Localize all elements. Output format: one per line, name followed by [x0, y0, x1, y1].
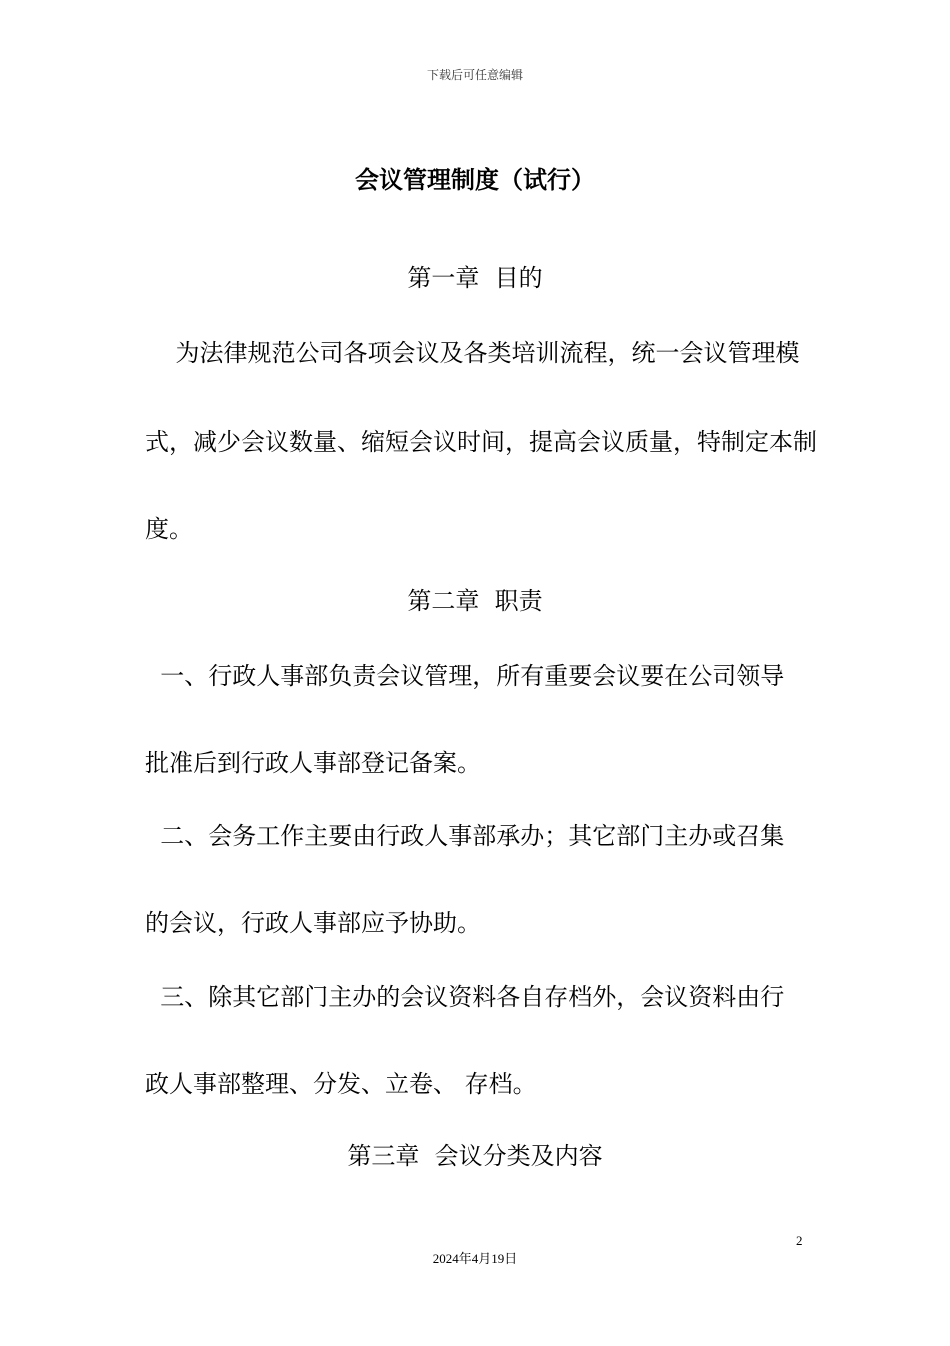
chapter-3-heading: 第三章 会议分类及内容: [347, 1142, 603, 1170]
chapter-1-line-2: 式，减少会议数量、缩短会议时间，提高会议质量，特制定本制: [145, 428, 817, 456]
page-number: 2: [796, 1233, 803, 1248]
chapter-2-line-4: 的会议，行政人事部应予协助。: [145, 909, 481, 937]
chapter-2-line-2: 批准后到行政人事部登记备案。: [145, 749, 481, 777]
chapter-1-line-1: 为法律规范公司各项会议及各类培训流程，统一会议管理模: [145, 339, 800, 367]
chapter-2-heading: 第二章 职责: [407, 587, 543, 615]
page-header: 下载后可任意编辑: [426, 68, 523, 82]
document-title: 会议管理制度（试行）: [355, 166, 595, 194]
chapter-2-line-1: 一、行政人事部负责会议管理，所有重要会议要在公司领导: [145, 662, 785, 690]
chapter-2-line-5: 三、除其它部门主办的会议资料各自存档外，会议资料由行: [145, 983, 785, 1011]
chapter-1-heading: 第一章 目的: [407, 264, 543, 292]
chapter-1-line-3: 度。: [145, 515, 193, 543]
page-footer-date: 2024年4月19日: [432, 1251, 518, 1266]
chapter-2-line-6: 政人事部整理、分发、立卷、 存档。: [145, 1070, 537, 1098]
chapter-2-line-3: 二、会务工作主要由行政人事部承办；其它部门主办或召集: [145, 822, 785, 850]
